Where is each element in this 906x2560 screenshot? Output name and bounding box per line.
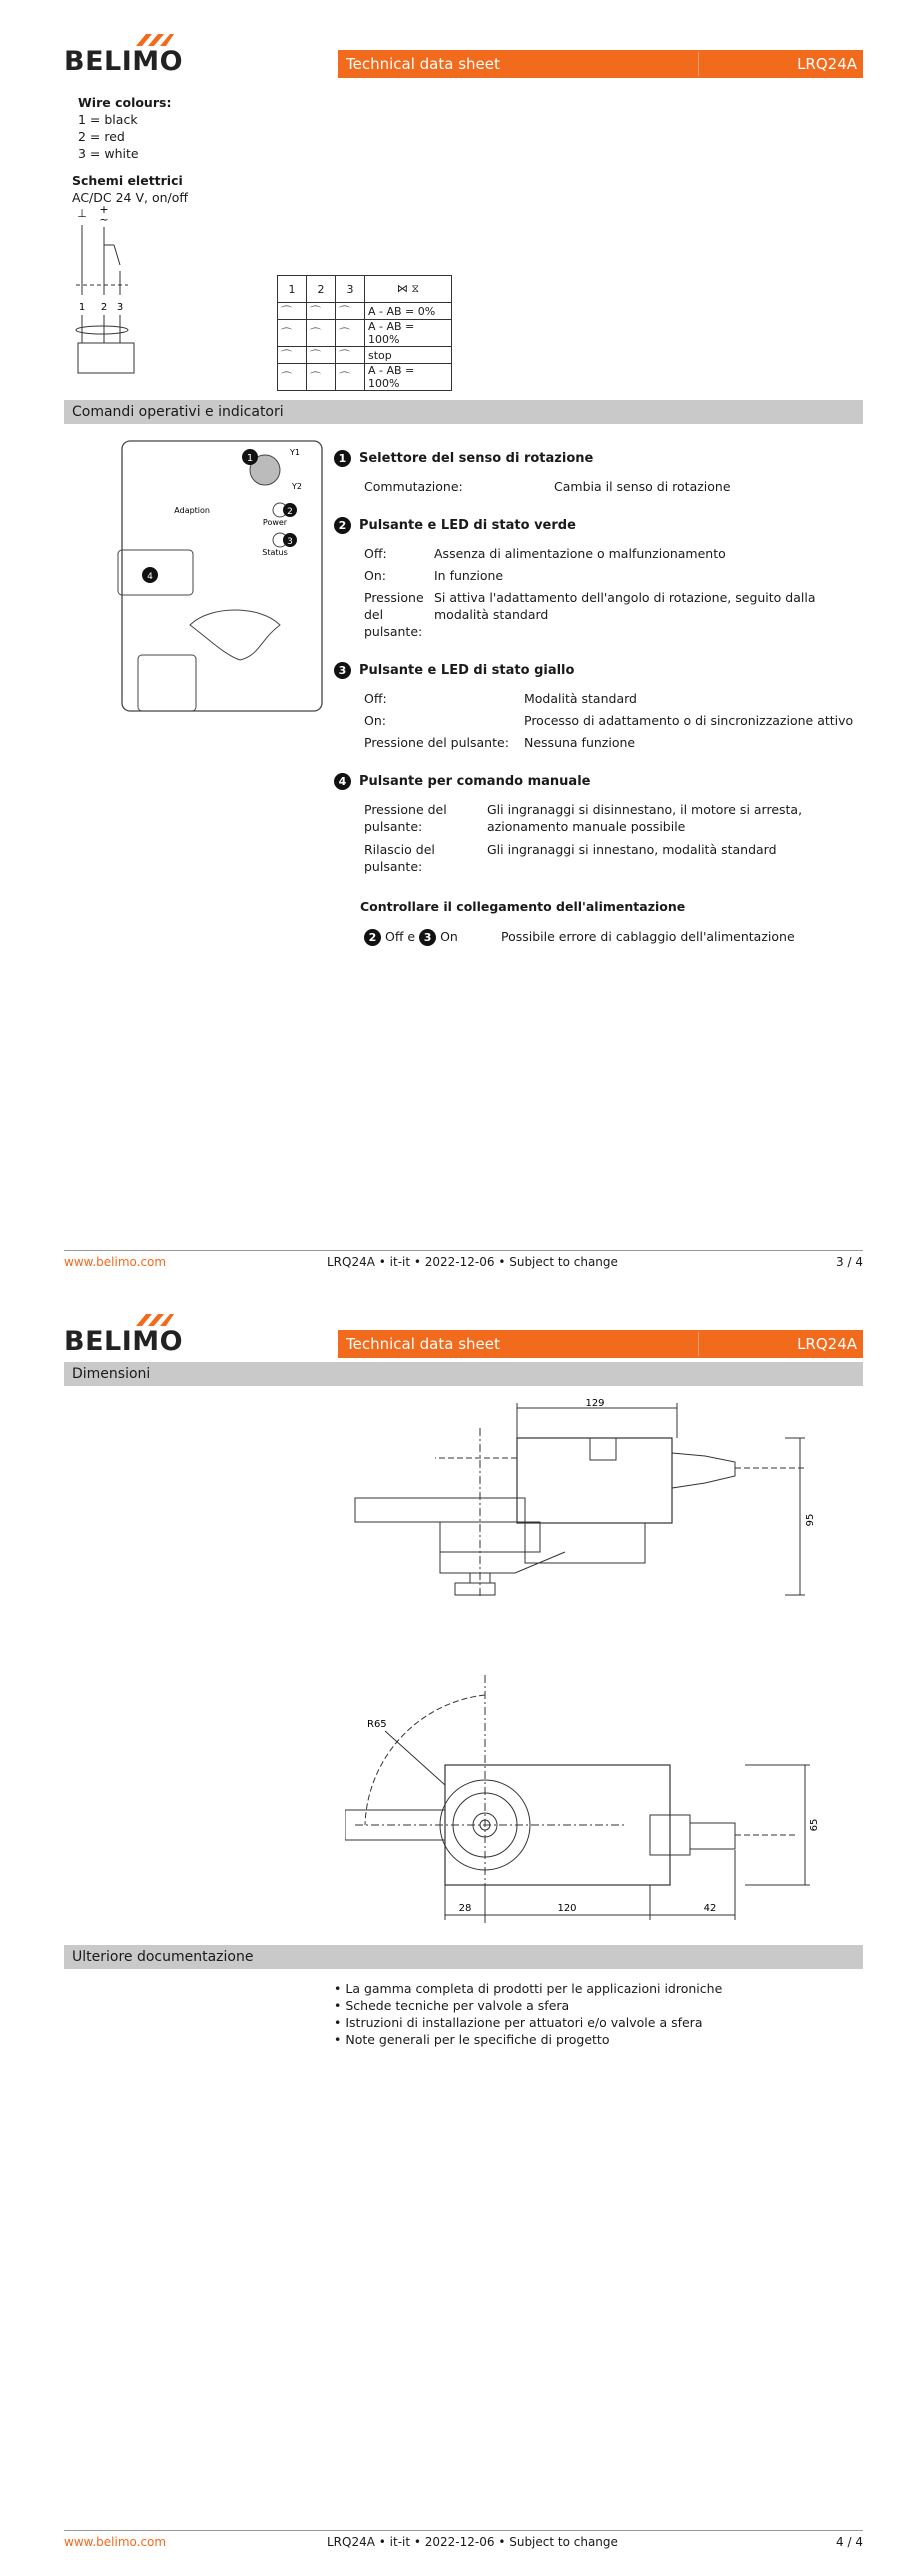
row-key: Commutazione: xyxy=(364,479,463,494)
section-title: Dimensioni xyxy=(72,1366,151,1382)
feature-2-title xyxy=(334,517,576,534)
badge-3: 3 xyxy=(334,662,351,679)
row-value: Modalità standard xyxy=(524,691,637,706)
section-dimensions xyxy=(64,1362,863,1386)
footer-page: 3 / 4 xyxy=(836,1255,863,1269)
sw-row: A - AB = 100% xyxy=(365,320,452,347)
feature-4-rows xyxy=(364,801,864,881)
section-title: Comandi operativi e indicatori xyxy=(72,404,284,420)
dim-28: 28 xyxy=(458,1903,472,1914)
feature-2-rows xyxy=(364,545,864,641)
feature-1-title xyxy=(334,450,593,467)
off-and: Off e xyxy=(384,929,416,944)
section-title: Ulteriore documentazione xyxy=(72,1949,254,1965)
feature-3-title xyxy=(334,662,574,679)
symbol-ground: ⊥ xyxy=(77,207,87,220)
dim-95: 95 xyxy=(805,1513,816,1527)
page-4 xyxy=(0,1280,906,2560)
logo-text: BELIMO xyxy=(64,1326,184,1357)
symbol-ac: ~ xyxy=(99,213,109,226)
list-item: • Schede tecniche per valvole a sfera xyxy=(334,1997,722,2014)
power-check-title: Controllare il collegamento dell'alimentazione xyxy=(360,899,686,914)
docs-list xyxy=(334,1980,722,2048)
schemes-title: Schemi elettrici xyxy=(72,173,183,188)
svg-text:3: 3 xyxy=(287,537,293,547)
row-key: Pressione del pulsante: xyxy=(364,802,447,834)
dim-42: 42 xyxy=(703,1903,717,1914)
row-key: Pressione del pulsante: xyxy=(364,735,509,750)
dim-120: 120 xyxy=(557,1903,577,1914)
y2-label: Y2 xyxy=(292,482,302,491)
dim-r65: R65 xyxy=(367,1719,387,1730)
header-bar xyxy=(338,1330,863,1358)
row-value: Gli ingranaggi si disinnestano, il motore si arresta, azionamento manuale possibile xyxy=(487,802,803,834)
sw-row: stop xyxy=(365,347,452,364)
feature-title-text: Selettore del senso di rotazione xyxy=(359,451,594,466)
terminal-1: 1 xyxy=(78,302,86,313)
sw-row: A - AB = 100% xyxy=(365,364,452,391)
terminal-3: 3 xyxy=(116,302,124,313)
feature-4-title xyxy=(334,773,590,790)
footer-site: www.belimo.com xyxy=(64,1255,167,1269)
dimension-drawing-front xyxy=(345,1675,825,1955)
header-bar xyxy=(338,50,863,78)
row-key: Off: xyxy=(364,691,387,706)
svg-text:1: 1 xyxy=(246,453,254,464)
symbol-plus: + xyxy=(99,205,109,216)
row-value: Processo di adattamento o di sincronizzazione attivo xyxy=(524,713,854,728)
check-value: Possibile errore di cablaggio dell'alimentazione xyxy=(501,929,795,944)
doc-title: Technical data sheet xyxy=(346,1335,500,1353)
section-further-docs xyxy=(64,1945,863,1969)
dim-129: 129 xyxy=(585,1398,605,1409)
row-key: Rilascio del pulsante: xyxy=(364,842,435,874)
badge-4: 4 xyxy=(334,773,351,790)
terminal-2: 2 xyxy=(100,302,108,313)
badge-1: 1 xyxy=(334,450,351,467)
feature-title-text: Pulsante e LED di stato verde xyxy=(359,518,576,533)
row-value: Cambia il senso di rotazione xyxy=(554,479,731,494)
header-divider xyxy=(698,1332,699,1356)
feature-3-rows xyxy=(364,690,864,756)
feature-1-row xyxy=(364,478,884,495)
actuator-front-diagram xyxy=(110,435,340,735)
switch-table: 1 2 3 ⋈ ⧖ ⌒ ⌒ ⌒ A - AB = 0% ⌒ ⌒ ⌒ A - AB = 100% ⌒ ⌒ ⌒ stop ⌒ ⌒ ⌒ A - AB = 100% xyxy=(277,275,452,391)
on-label: On xyxy=(440,929,458,944)
list-item: • Istruzioni di installazione per attuatori e/o valvole a sfera xyxy=(334,2014,722,2031)
list-item: • Note generali per le specifiche di progetto xyxy=(334,2031,722,2048)
row-key: Off: xyxy=(364,546,387,561)
badge-2: 2 xyxy=(334,517,351,534)
dimension-drawing-side xyxy=(345,1398,825,1638)
belimo-logo xyxy=(64,1318,184,1360)
y1-label: Y1 xyxy=(290,448,300,457)
list-item: • La gamma completa di prodotti per le applicazioni idroniche xyxy=(334,1980,722,1997)
footer-page: 4 / 4 xyxy=(836,2535,863,2549)
model-code: LRQ24A xyxy=(797,55,857,73)
power-label: Power xyxy=(262,518,288,527)
svg-text:2: 2 xyxy=(287,507,293,517)
sw-row: A - AB = 0% xyxy=(365,303,452,320)
model-code: LRQ24A xyxy=(797,1335,857,1353)
footer xyxy=(64,2530,863,2549)
sw-col-1: 1 xyxy=(278,276,307,303)
wire-line: 1 = black xyxy=(78,112,138,127)
schemes-heading xyxy=(72,172,188,206)
supply-label: AC/DC 24 V, on/off xyxy=(72,190,189,205)
header-divider xyxy=(698,52,699,76)
logo-mark-icon xyxy=(134,1312,174,1328)
section-operating xyxy=(64,400,863,424)
wire-line: 2 = red xyxy=(78,129,125,144)
belimo-logo xyxy=(64,38,184,80)
valve-icon: ⋈ ⧖ xyxy=(365,276,452,303)
power-check-row xyxy=(364,928,864,946)
status-label: Status xyxy=(262,548,288,557)
dim-65: 65 xyxy=(809,1818,820,1832)
footer xyxy=(64,1250,863,1269)
badge-3: 3 xyxy=(419,929,436,946)
logo-text: BELIMO xyxy=(64,46,184,77)
row-value: In funzione xyxy=(434,568,504,583)
footer-site: www.belimo.com xyxy=(64,2535,167,2549)
logo-mark-icon xyxy=(134,32,174,48)
adaption-label: Adaption xyxy=(174,506,210,515)
row-value: Si attiva l'adattamento dell'angolo di rotazione, seguito dalla modalità standard xyxy=(434,590,816,622)
feature-title-text: Pulsante e LED di stato giallo xyxy=(359,663,575,678)
row-value: Nessuna funzione xyxy=(524,735,636,750)
footer-info: LRQ24A • it-it • 2022-12-06 • Subject to change xyxy=(327,2535,618,2549)
wire-colours-heading: Wire colours: xyxy=(78,95,172,110)
row-key: On: xyxy=(364,568,386,583)
footer-info: LRQ24A • it-it • 2022-12-06 • Subject to change xyxy=(327,1255,618,1269)
wire-line: 3 = white xyxy=(78,146,139,161)
feature-title-text: Pulsante per comando manuale xyxy=(359,774,591,789)
row-key: Pressione del pulsante: xyxy=(364,590,424,639)
row-key: On: xyxy=(364,713,386,728)
badge-2: 2 xyxy=(364,929,381,946)
row-value: Assenza di alimentazione o malfunzionamento xyxy=(434,546,726,561)
row-value: Gli ingranaggi si innestano, modalità standard xyxy=(487,842,777,857)
sw-col-3: 3 xyxy=(336,276,365,303)
wiring-diagram xyxy=(72,205,152,375)
sw-col-2: 2 xyxy=(307,276,336,303)
svg-text:4: 4 xyxy=(147,572,153,582)
doc-title: Technical data sheet xyxy=(346,55,500,73)
wire-colours xyxy=(78,94,171,162)
